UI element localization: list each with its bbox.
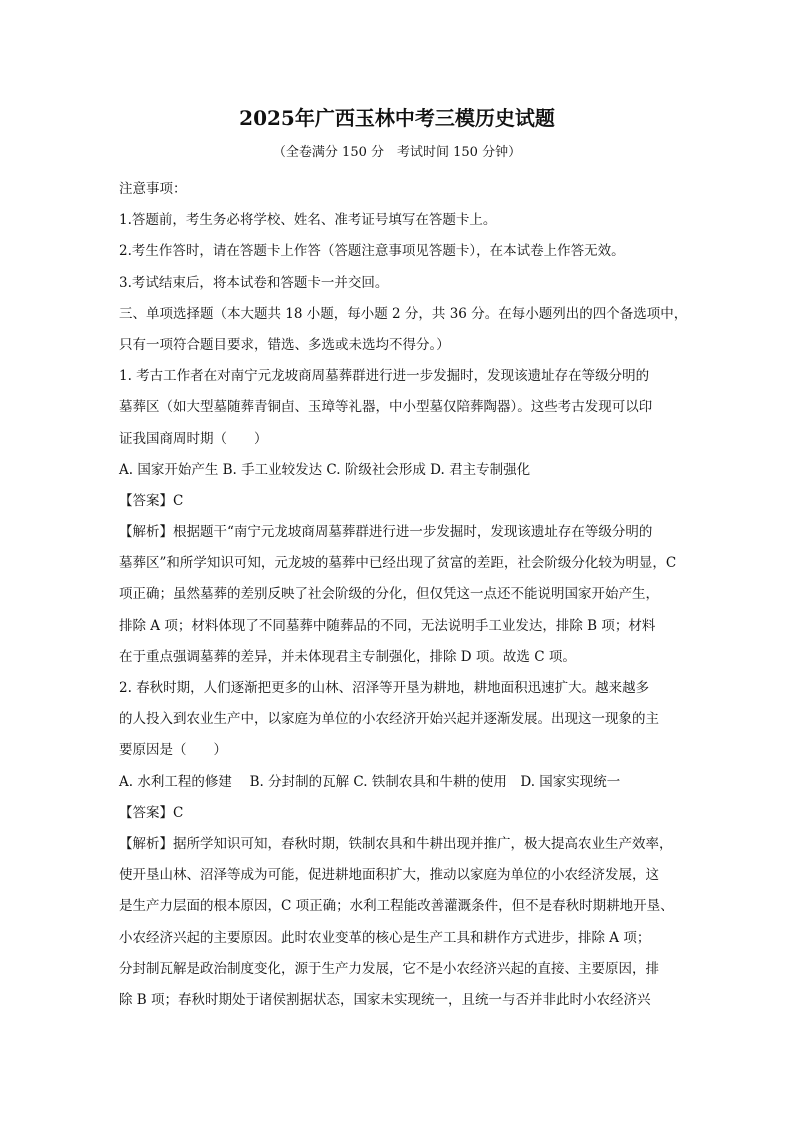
answer-line: 【答案】C (119, 804, 184, 821)
analysis-text: 【解析】据所学知识可知，春秋时期，铁制农具和牛耕出现并推广，极大提高农业生产效率， (119, 835, 673, 852)
question-options: A. 国家开始产生 B. 手工业较发达 C. 阶级社会形成 D. 君主专制强化 (119, 461, 531, 478)
analysis-text: 分封制瓦解是政治制度变化，源于生产力发展，它不是小农经济兴起的直接、主要原因，排 (119, 960, 659, 977)
question-text: 1. 考古工作者在对南宁元龙坡商周墓葬群进行进一步发掘时，发现该遗址存在等级分明的 (119, 368, 650, 385)
document-body (119, 174, 688, 1016)
exam-info: （全卷满分 150 分 考试时间 150 分钟） (272, 145, 522, 160)
question-text: 证我国商周时期（ ） (119, 430, 268, 447)
analysis-text: 使开垦山林、沼泽等成为可能，促进耕地面积扩大，推动以家庭为单位的小农经济发展，这 (119, 867, 659, 884)
section-heading: 只有一项符合题目要求，错选、多选或未选均不得分。） (119, 336, 450, 353)
analysis-text: 墓葬区”和所学知识可知，元龙坡的墓葬中已经出现了贫富的差距，社会阶级分化较为明显，C (119, 555, 677, 572)
notice-item: 3.考试结束后，将本试卷和答题卡一并交回。 (119, 274, 389, 291)
question-text: 要原因是（ ） (119, 742, 227, 759)
question-text: 的人投入到农业生产中，以家庭为单位的小农经济开始兴起并逐渐发展。出现这一现象的主 (119, 711, 659, 728)
analysis-text: 【解析】根据题干“南宁元龙坡商周墓葬群进行进一步发掘时，发现该遗址存在等级分明的 (119, 524, 653, 541)
analysis-text: 除 B 项；春秋时期处于诸侯割据状态，国家未实现统一，且统一与否并非此时小农经济兴 (119, 991, 651, 1008)
analysis-text: 小农经济兴起的主要原因。此时农业变革的核心是生产工具和耕作方式进步，排除 A 项； (119, 929, 651, 946)
question-text: 墓葬区（如大型墓随葬青铜卣、玉璋等礼器，中小型墓仅陪葬陶器）。这些考古发现可以印 (119, 399, 653, 416)
answer-line: 【答案】C (119, 492, 184, 509)
question-text: 2. 春秋时期，人们逐渐把更多的山林、沼泽等开垦为耕地，耕地面积迅速扩大。越来越多 (119, 680, 650, 696)
notice-item: 1.答题前，考生务必将学校、姓名、准考证号填写在答题卡上。 (119, 212, 497, 229)
analysis-text: 排除 A 项；材料体现了不同墓葬中随葬品的不同，无法说明手工业发达，排除 B 项；材料 (119, 617, 656, 634)
section-heading: 三、单项选择题（本大题共 18 小题，每小题 2 分，共 36 分。在每小题列出的四个备选项中， (119, 305, 688, 322)
analysis-text: 是生产力层面的根本原因，C 项正确；水利工程能改善灌溉条件，但不是春秋时期耕地开垦、 (119, 898, 674, 915)
question-options: A. 水利工程的修建 B. 分封制的瓦解 C. 铁制农具和牛耕的使用 D. 国家实现统一 (119, 773, 621, 790)
page-title: 2025年广西玉林中考三模历史试题 (239, 106, 555, 130)
notice-heading: 注意事项： (119, 181, 187, 197)
analysis-text: 项正确；虽然墓葬的差别反映了社会阶级的分化，但仅凭这一点还不能说明国家开始产生， (119, 586, 659, 603)
notice-item: 2.考生作答时，请在答题卡上作答（答题注意事项见答题卡），在本试卷上作答无效。 (119, 243, 625, 260)
analysis-text: 在于重点强调墓葬的差异，并未体现君主专制强化，排除 D 项。故选 C 项。 (119, 648, 576, 665)
